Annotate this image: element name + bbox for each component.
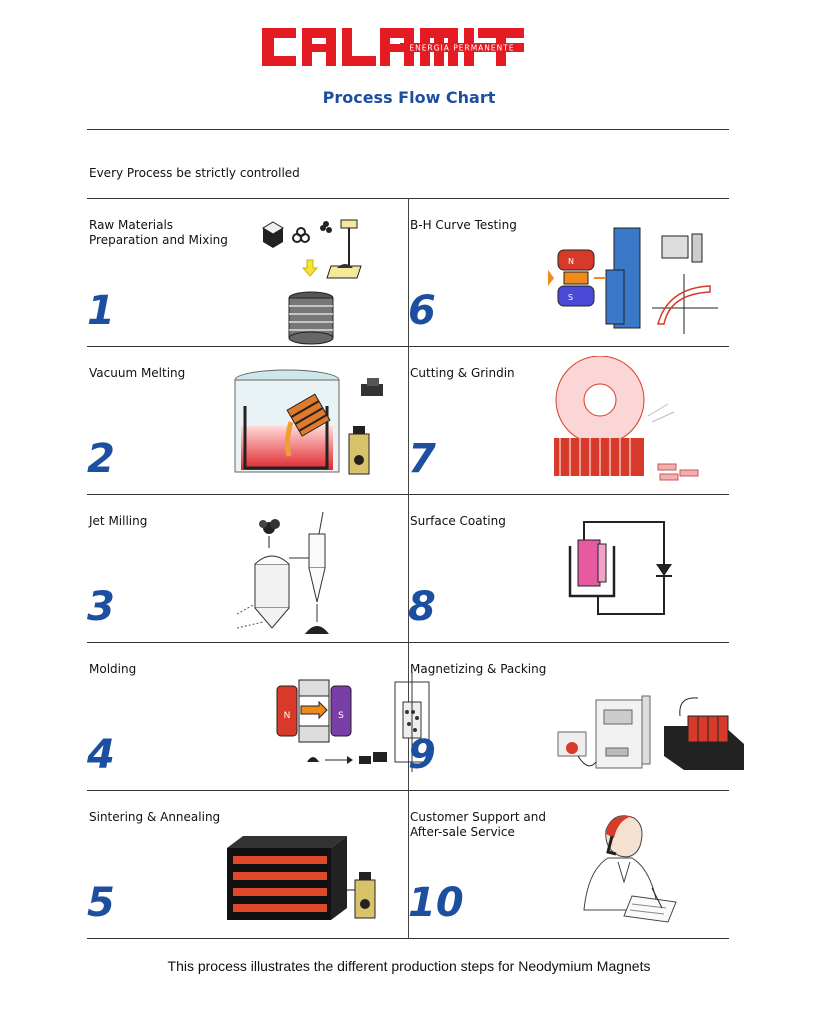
step-label: Raw Materials Preparation and Mixing [89, 218, 228, 247]
step-number: 4 [87, 732, 115, 778]
step-label: Surface Coating [410, 514, 506, 528]
vacuum-melting-illustration [227, 356, 397, 486]
step-label: Molding [89, 662, 137, 676]
molding-illustration [227, 652, 437, 782]
page-title: Process Flow Chart [322, 88, 496, 107]
step-number: 1 [87, 288, 115, 334]
step-label: Jet Milling [89, 514, 148, 528]
intro-text: Every Process be strictly controlled [89, 166, 300, 180]
step-surface-coating [408, 494, 728, 642]
raw-materials-illustration [227, 208, 367, 348]
jet-milling-illustration [227, 504, 377, 644]
customer-support-illustration [548, 800, 698, 930]
magnetizing-packing-illustration [548, 652, 748, 782]
footer-caption: This process illustrates the different production steps for Neodymium Magnets [167, 958, 651, 974]
svg-text:N: N [283, 711, 291, 721]
step-number: 8 [408, 584, 436, 630]
cutting-grinding-illustration [548, 356, 708, 486]
top-divider [87, 129, 729, 130]
step-sintering [87, 790, 407, 938]
step-magnetizing-packing [408, 642, 728, 790]
step-number: 6 [408, 288, 436, 334]
step-number: 10 [408, 880, 464, 926]
step-label: Cutting & Grindin [410, 366, 515, 380]
step-number: 3 [87, 584, 115, 630]
step-cutting-grinding [408, 346, 728, 494]
step-bh-curve-testing [408, 198, 728, 346]
svg-text:S: S [338, 711, 344, 721]
step-label: Vacuum Melting [89, 366, 186, 380]
step-number: 7 [408, 436, 436, 482]
bh-curve-testing-illustration [548, 208, 728, 338]
step-number: 5 [87, 880, 115, 926]
step-label: Magnetizing & Packing [410, 662, 547, 676]
surface-coating-illustration [548, 504, 698, 634]
step-label: Customer Support and After-sale Service [410, 810, 546, 839]
step-molding [87, 642, 407, 790]
step-label: B-H Curve Testing [410, 218, 517, 232]
step-jet-milling [87, 494, 407, 642]
step-customer-support [408, 790, 728, 938]
step-raw-materials [87, 198, 407, 346]
step-number: 2 [87, 436, 115, 482]
calamit-logo [260, 26, 526, 68]
sintering-furnace-illustration [227, 800, 387, 930]
step-vacuum-melting [87, 346, 407, 494]
logo-tagline: ENERGIA PERMANENTE [409, 43, 515, 53]
svg-text:S: S [568, 293, 574, 302]
svg-text:N: N [568, 257, 574, 266]
step-label: Sintering & Annealing [89, 810, 221, 824]
step-number: 9 [408, 732, 436, 778]
